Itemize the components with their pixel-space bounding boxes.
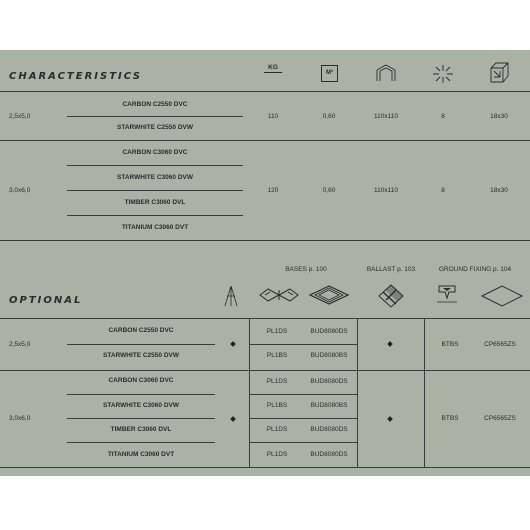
- footprint-value: 110x110: [374, 113, 398, 120]
- base-code: BUD8080DS: [310, 451, 348, 458]
- column-divider: [424, 370, 425, 467]
- model-name: TITANIUM C3060 DVT: [121, 224, 189, 231]
- base-code: BUD8080DS: [310, 426, 348, 433]
- model-name: TIMBER C3060 DVL: [124, 199, 186, 206]
- base-plate-icon: [258, 285, 300, 305]
- row-divider: [67, 165, 243, 166]
- base-code: PL1DS: [266, 426, 288, 433]
- dimensions-value: 18x30: [490, 113, 508, 120]
- fixing-code: BTBS: [441, 415, 459, 422]
- screw-anchor-icon: [437, 284, 457, 308]
- base-code: BUD8080DS: [310, 328, 348, 335]
- model-name: TIMBER C3060 DVL: [110, 426, 172, 433]
- base-code: PL1BS: [266, 402, 288, 409]
- ground-fixing-header: GROUND FIXING p. 104: [438, 266, 512, 273]
- size-label: 3,0x6,0: [9, 187, 31, 194]
- column-divider: [357, 318, 358, 370]
- model-name: TITANIUM C3060 DVT: [107, 451, 175, 458]
- weight-kg-icon: [264, 64, 282, 73]
- anchor-pin-icon: [224, 284, 238, 308]
- fixing-code: CP6565ZS: [484, 341, 516, 348]
- model-name: CARBON C2550 DVC: [108, 327, 174, 334]
- volume-m3-icon: [321, 65, 338, 82]
- footprint-value: 110x110: [374, 187, 398, 194]
- size-label: 2,5x5,0: [9, 113, 31, 120]
- characteristics-title: CHARACTERISTICS: [9, 71, 142, 82]
- ballast-header: BALLAST p. 103: [366, 266, 416, 273]
- ground-plate-icon: [480, 285, 524, 307]
- base-code: BUD8080DS: [310, 378, 348, 385]
- row-divider: [67, 344, 215, 345]
- base-block-icon: [308, 285, 350, 305]
- ballast-icon: [378, 284, 404, 308]
- characteristics-header-rule: [0, 91, 530, 92]
- fixing-code: CP6565ZS: [484, 415, 516, 422]
- weight-value: 120: [267, 187, 279, 194]
- row-divider: [67, 116, 243, 117]
- group-divider: [0, 370, 530, 371]
- row-divider: [67, 394, 215, 395]
- model-name: STARWHITE C3060 DVW: [117, 174, 193, 181]
- model-name: STARWHITE C2550 DVW: [117, 124, 193, 131]
- fixing-code: BTBS: [441, 341, 459, 348]
- model-name: STARWHITE C2550 DVW: [103, 352, 179, 359]
- row-divider: [249, 442, 357, 443]
- bases-header: BASES p. 100: [285, 266, 327, 273]
- base-code: PL1BS: [266, 352, 288, 359]
- dimensions-value: 18x30: [490, 187, 508, 194]
- group-divider: [0, 140, 530, 141]
- base-code: PL1DS: [266, 328, 288, 335]
- weight-value: 110: [267, 113, 279, 120]
- dimensions-icon: [488, 62, 510, 84]
- spec-panel: [0, 50, 530, 476]
- size-label: 2,5x5,0: [9, 341, 31, 348]
- section-bottom-rule: [0, 240, 530, 241]
- footprint-icon: [375, 64, 397, 82]
- volume-value: 0,60: [322, 187, 336, 194]
- model-name: STARWHITE C3060 DVW: [103, 402, 179, 409]
- base-code: PL1DS: [266, 451, 288, 458]
- row-divider: [67, 190, 243, 191]
- model-name: CARBON C3060 DVC: [108, 377, 174, 384]
- row-divider: [249, 344, 357, 345]
- table-bottom-rule: [0, 467, 530, 468]
- row-divider: [249, 418, 357, 419]
- spacing-value: 8: [441, 187, 445, 194]
- model-name: CARBON C2550 DVC: [122, 101, 188, 108]
- m3-label: M³: [326, 70, 333, 76]
- kg-label: KG: [264, 64, 282, 73]
- model-name: CARBON C3060 DVC: [122, 149, 188, 156]
- volume-value: 0,60: [322, 113, 336, 120]
- size-label: 3,0x6,0: [9, 415, 31, 422]
- row-divider: [67, 215, 243, 216]
- base-code: BUD8080BS: [310, 402, 348, 409]
- base-code: BUD8080BS: [310, 352, 348, 359]
- row-divider: [67, 442, 215, 443]
- column-divider: [357, 370, 358, 467]
- row-divider: [249, 394, 357, 395]
- row-divider: [67, 418, 215, 419]
- spacing-value: 8: [441, 113, 445, 120]
- optional-title: OPTIONAL: [9, 295, 83, 306]
- spacing-icon: [432, 64, 454, 84]
- column-divider: [424, 318, 425, 370]
- optional-header-rule: [0, 318, 530, 319]
- base-code: PL1DS: [266, 378, 288, 385]
